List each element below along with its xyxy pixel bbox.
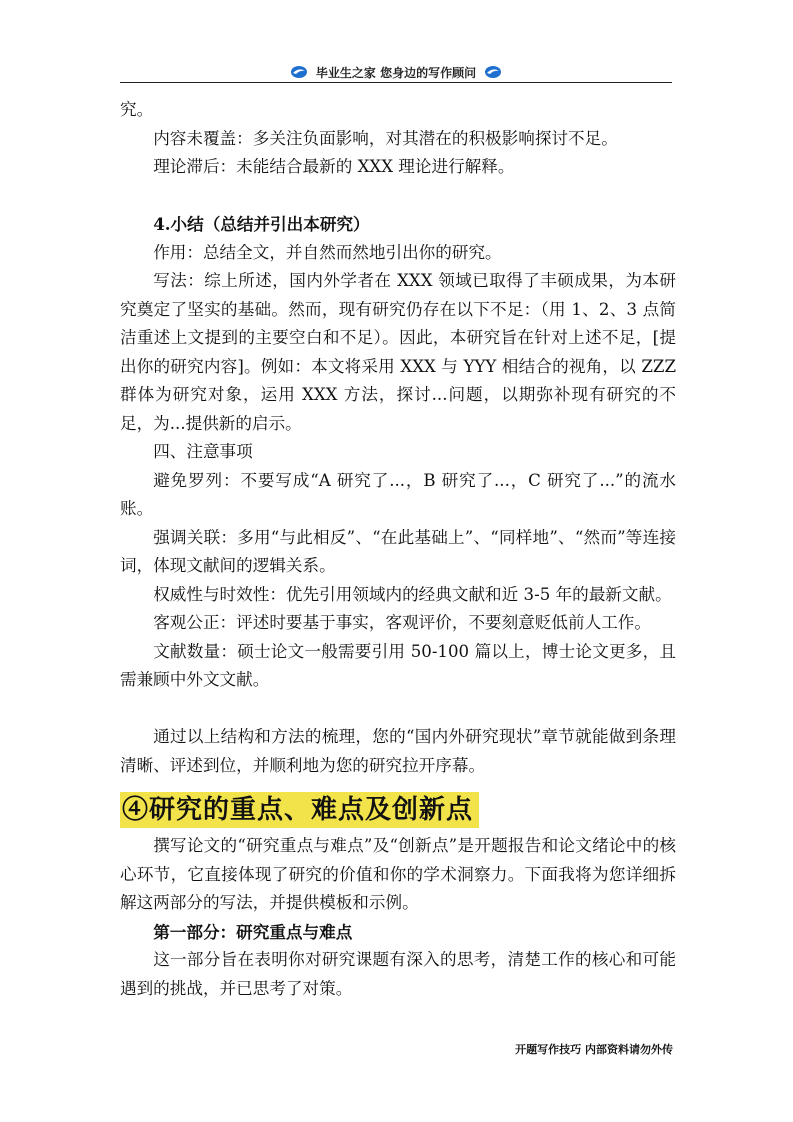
paragraph: 通过以上结构和方法的梳理，您的“国内外研究现状”章节就能做到条理清晰、评述到位，并顺利地为您的研究拉开序幕。	[120, 727, 676, 775]
part-heading: 第一部分：研究重点与难点	[153, 921, 353, 942]
paragraph: 避免罗列：不要写成“A 研究了...，B 研究了...，C 研究了...”的流水账。	[120, 470, 676, 518]
paragraph: 理论滞后：未能结合最新的 XXX 理论进行解释。	[153, 157, 515, 176]
paragraph: 强调关联：多用“与此相反”、“在此基础上”、“同样地”、“然而”等连接词，体现文献间的逻辑关系。	[120, 527, 676, 575]
blank-line	[120, 695, 676, 724]
blank-line	[120, 182, 676, 211]
paragraph: 权威性与时效性：优先引用领域内的经典文献和近 3-5 年的最新文献。	[153, 584, 672, 604]
page-footer: 开题写作技巧 内部资料请勿外传	[515, 1043, 673, 1056]
paragraph: 撰写论文的“研究重点与难点”及“创新点”是开题报告和论文绪论中的核心环节，它直接体现了研究的价值和你的学术洞察力。下面我将为您详细拆解这两部分的写法，并提供模板和示例。	[120, 836, 676, 912]
paragraph: 文献数量：硕士论文一般需要引用 50-100 篇以上，博士论文更多，且需兼顾中外文文献。	[120, 641, 676, 689]
document-body	[120, 96, 676, 1003]
paragraph: 写法：综上所述，国内外学者在 XXX 领域已取得了丰硕成果，为本研究奠定了坚实的基础。然而，现有研究仍存在以下不足：（用 1、2、3 点简洁重述上文提到的主要空白和不足）。因此，本研究旨在针对上述不足，[提出你的研究内容]。例如：本文将采用 XXX 与 YYY 相结合的视角，以 ZZZ 群体为研究对象，运用 XXX 方法，探讨...问题，以期弥补现有研究的不足，为...提供新的启示。	[120, 271, 676, 433]
bird-logo-icon	[484, 65, 502, 79]
paragraph: 究。	[120, 100, 154, 119]
header-divider	[120, 82, 672, 83]
paragraph: 内容未覆盖：多关注负面影响，对其潜在的积极影响探讨不足。	[153, 128, 618, 148]
paragraph: 这一部分旨在表明你对研究课题有深入的思考，清楚工作的核心和可能遇到的挑战，并已思考了对策。	[120, 950, 676, 998]
paragraph: 客观公正：评述时要基于事实，客观评价，不要刻意贬低前人工作。	[153, 613, 651, 632]
section-title: ④研究的重点、难点及创新点	[120, 792, 479, 828]
bird-logo-icon	[290, 65, 308, 79]
paragraph: 四、注意事项	[153, 442, 253, 461]
header-title: 毕业生之家 您身边的写作顾问	[315, 65, 477, 80]
paragraph: 作用：总结全文，并自然而然地引出你的研究。	[153, 242, 502, 262]
subsection-heading: 4.小结（总结并引出本研究）	[153, 214, 370, 234]
